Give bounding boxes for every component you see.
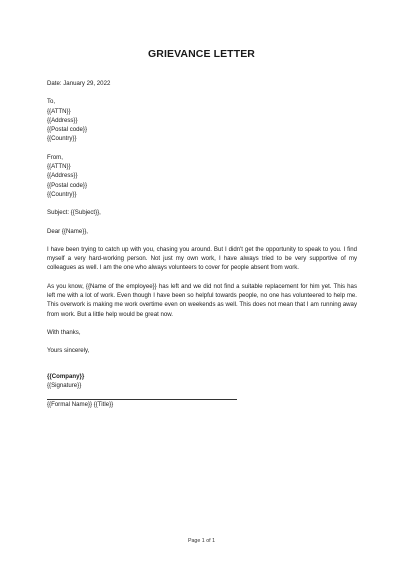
paragraph-1: I have been trying to catch up with you, chasing you around. But I didn't get the opportunity to speak to you. I find myself a very hard-working person. Not just my own work, I have always tried to be very supportive of my colleagues as well. I am the one who always volunteers to cover for people absent from work. (47, 245, 357, 272)
to-address: {{Address}} (47, 116, 78, 124)
from-attn: {{ATTN}} (47, 163, 71, 171)
from-label: From, (47, 153, 63, 161)
salutation: Dear {{Name}}, (47, 227, 88, 235)
closing-line: Yours sincerely, (47, 347, 90, 355)
document-title: GRIEVANCE LETTER (148, 48, 255, 60)
from-address: {{Address}} (47, 172, 78, 180)
from-country: {{Country}} (47, 190, 77, 198)
to-label: To, (47, 98, 56, 106)
signature-placeholder: {{Signature}} (47, 381, 82, 389)
to-postal-code: {{Postal code}} (47, 126, 87, 134)
company-placeholder: {{Company}} (47, 372, 85, 380)
to-country: {{Country}} (47, 135, 77, 143)
to-attn: {{ATTN}} (47, 107, 71, 115)
paragraph-2: As you know, {{Name of the employee}} has left and we did not find a suitable replacement for him yet. This has left me with a lot of work. Even though I have been so helpful towards people, no one has volunteered to help me. This overwork is making me work overtime even on weekends as well. This does not mean that I am running away from work. But a little help would be great now. (47, 282, 357, 318)
formal-name-title: {{Formal Name}} {{Title}} (47, 401, 114, 409)
letter-body (47, 79, 357, 409)
date-line: Date: January 29, 2022 (47, 80, 111, 87)
page-footer: Page 1 of 1 (187, 538, 216, 544)
subject-line: Subject: {{Subject}}, (47, 209, 101, 217)
thanks-line: With thanks, (47, 328, 81, 336)
from-postal-code: {{Postal code}} (47, 181, 87, 189)
